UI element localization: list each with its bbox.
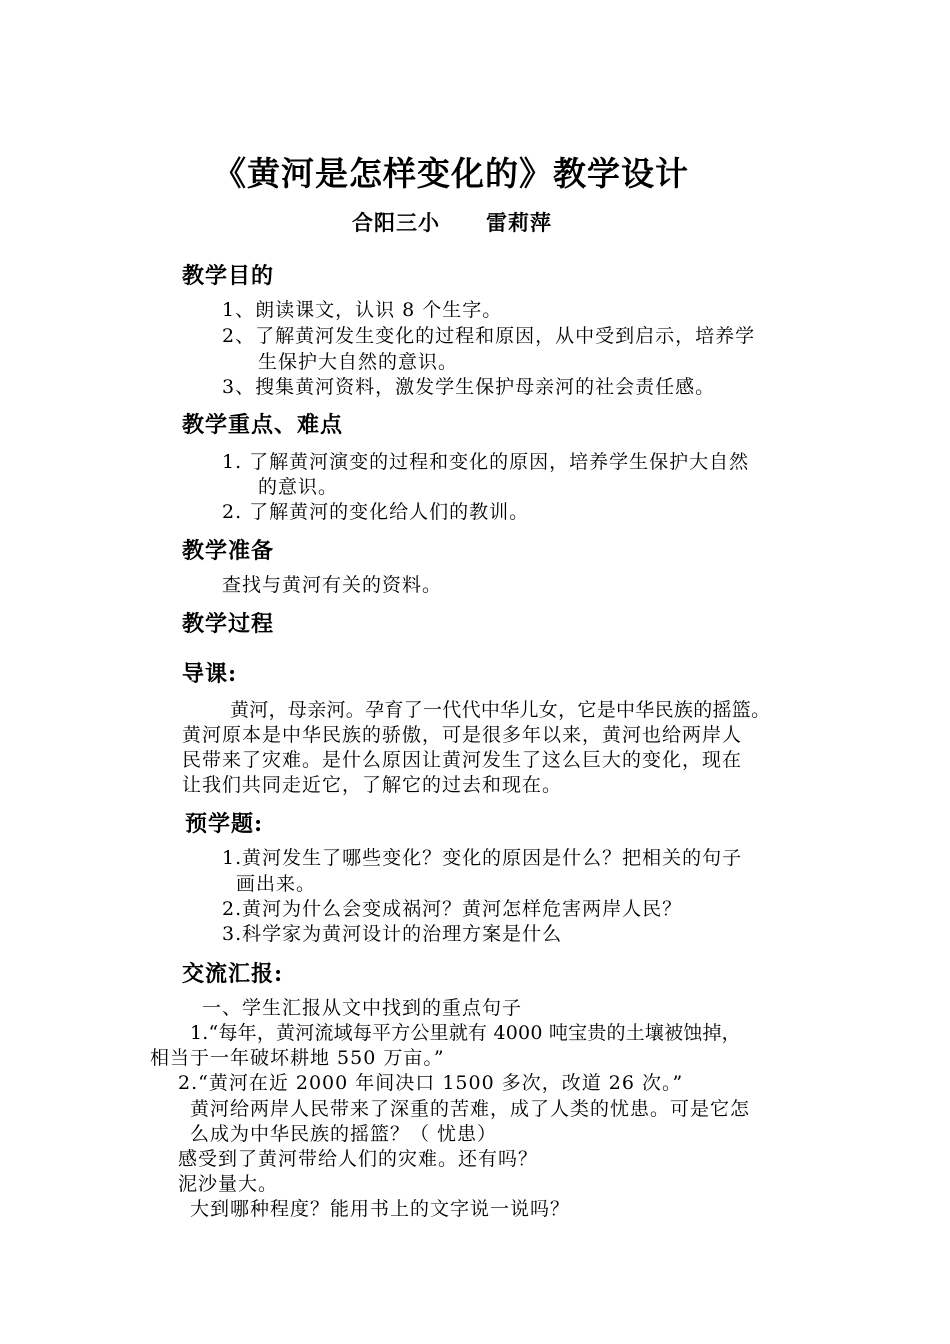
preparation-heading: 教学准备 [182,538,275,564]
prestudy-line: 3.科学家为黄河设计的治理方案是什么 [222,923,563,945]
intro-line: 黄河原本是中华民族的骄傲，可是很多年以来，黄河也给两岸人 [182,724,743,746]
byline-school: 合阳三小 [352,210,440,235]
objective-item: 3、搜集黄河资料，激发学生保护母亲河的社会责任感。 [222,376,716,398]
keypoint-item: 2. 了解黄河的变化给人们的教训。 [222,501,530,523]
prestudy-line: 1.黄河发生了哪些变化？变化的原因是什么？把相关的句子 [222,847,743,869]
intro-heading: 导课: [182,661,238,687]
objectives-heading: 教学目的 [182,263,275,289]
keypoint-item: 1. 了解黄河演变的过程和变化的原因，培养学生保护大自然 [222,451,750,473]
keypoint-item: 的意识。 [258,476,339,498]
objective-item: 生保护大自然的意识。 [258,351,459,373]
report-line: 大到哪种程度？能用书上的文字说一说吗？ [190,1198,571,1220]
objective-item: 1、朗读课文，认识 8 个生字。 [222,299,503,321]
report-line: 泥沙量大。 [178,1173,279,1195]
prestudy-heading: 预学题: [185,811,264,837]
report-line: 一、学生汇报从文中找到的重点句子 [202,997,523,1019]
report-line: 1.“每年，黄河流域每平方公里就有 4000 吨宝贵的土壤被蚀掉， [190,1022,741,1044]
intro-line: 黄河，母亲河。孕育了一代代中华儿女，它是中华民族的摇篮。 [230,699,771,721]
report-line: 2.“黄河在近 2000 年间决口 1500 多次，改道 26 次。” [178,1072,684,1094]
preparation-text: 查找与黄河有关的资料。 [222,574,443,596]
report-line: 么成为中华民族的摇篮？（ 忧患） [190,1123,498,1145]
report-line: 感受到了黄河带给人们的灾难。还有吗？ [178,1148,539,1170]
report-line: 黄河给两岸人民带来了深重的苦难，成了人类的忧患。可是它怎 [190,1098,751,1120]
keypoints-heading: 教学重点、难点 [182,412,344,438]
byline-author: 雷莉萍 [486,210,552,235]
prestudy-line: 2.黄河为什么会变成祸河？黄河怎样危害两岸人民？ [222,898,683,920]
report-heading: 交流汇报: [182,961,284,987]
intro-line: 民带来了灾难。是什么原因让黄河发生了这么巨大的变化，现在 [182,749,743,771]
objective-item: 2、了解黄河发生变化的过程和原因，从中受到启示，培养学 [222,325,756,347]
document-title: 《黄河是怎样变化的》教学设计 [213,154,689,193]
report-line: 相当于一年破坏耕地 550 万亩。” [150,1047,445,1069]
prestudy-line: 画出来。 [236,873,317,895]
process-heading: 教学过程 [182,611,275,637]
intro-line: 让我们共同走近它，了解它的过去和现在。 [182,774,563,796]
